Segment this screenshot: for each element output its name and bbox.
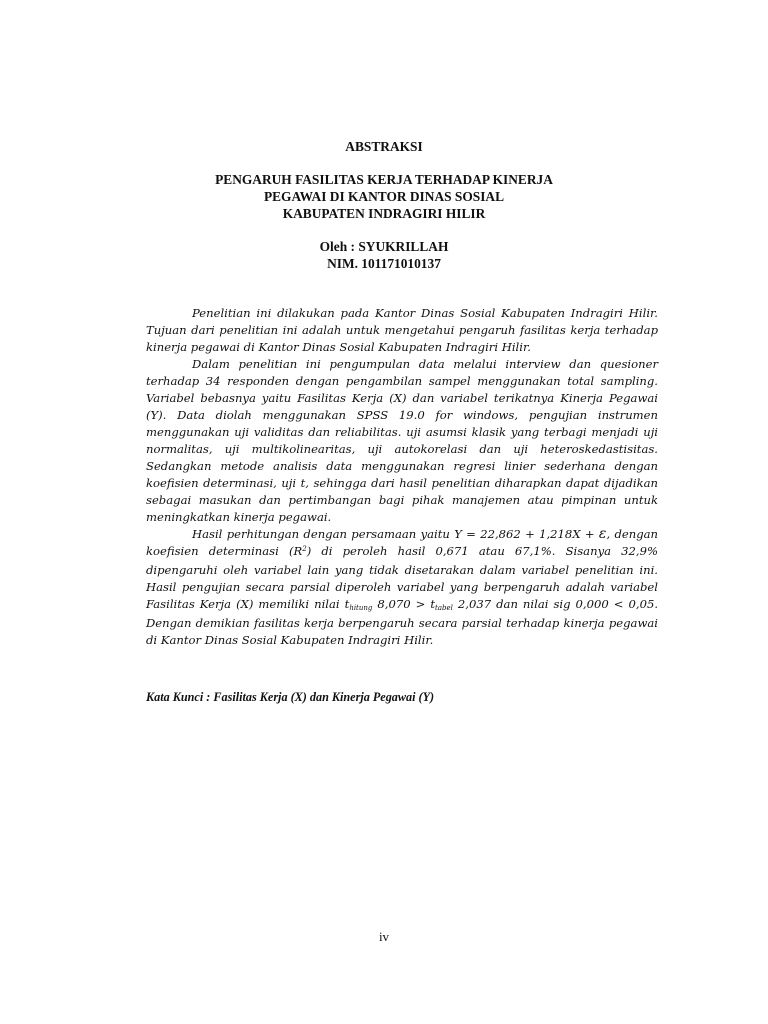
epsilon-symbol: ε — [598, 526, 607, 542]
p3-text-4: 8,070 > t — [372, 597, 436, 611]
p3-text-2: , dengan koefisien determinasi (R — [146, 527, 658, 558]
heading-text: ABSTRAKSI — [345, 139, 423, 154]
abstract-heading — [0, 138, 768, 155]
r-squared-superscript: 2 — [302, 545, 307, 553]
abstract-body — [146, 305, 658, 649]
page-number: iv — [378, 929, 390, 944]
thesis-title — [0, 171, 768, 222]
author-block — [0, 238, 768, 272]
title-line-1: PENGARUH FASILITAS KERJA TERHADAP KINERJA — [215, 172, 553, 187]
p3-text-1: Hasil perhitungan dengan persamaan yaitu Y = 22,862 + 1,218X + — [192, 527, 599, 541]
paragraph-2: Dalam penelitian ini pengumpulan data melalui interview dan quesioner terhadap 34 responden dengan pengambilan sampel menggunakan total sampling. Variabel bebasnya yaitu Fasilitas Kerja (X) dan variabel terikatnya Kinerja Pegawai (Y). Data diolah menggunakan SPSS 19.0 for windows, pengujian instrumen menggunakan uji validitas dan reliabilitas. uji asumsi klasik yang terbagi menjadi uji normalitas, uji multikolinearitas, uji autokorelasi dan uji heteroskedastisitas. Sedangkan metode analisis data menggunakan regresi linier sederhana dengan koefisien determinasi, uji t, sehingga dari hasil penelitian diharapkan dapat dijadikan sebagai masukan dan pertimbangan bagi pihak manajemen atau pimpinan untuk meningkatkan kinerja pegawai. — [146, 357, 658, 524]
title-line-3: KABUPATEN INDRAGIRI HILIR — [282, 206, 486, 221]
paragraph-3 — [146, 526, 658, 649]
p3-text-5: 2,037 dan nilai sig 0,000 < 0,05. Dengan demikian fasilitas kerja berpengaruh secara parsial terhadap kinerja pegawai di Kantor Dinas Sosial Kabupaten Indragiri Hilir. — [146, 597, 659, 647]
p3-text-3: ) di peroleh hasil 0,671 atau 67,1%. Sisanya 32,9% dipengaruhi oleh variabel lain yang tidak disetarakan dalam variabel penelitian ini. Hasil pengujian secara parsial diperoleh variabel yang berpengaruh adalah variabel Fasilitas Kerja (X) memiliki nilai t — [146, 544, 658, 611]
author-name: Oleh : SYUKRILLAH — [319, 239, 449, 254]
t-tabel-subscript: tabel — [435, 604, 453, 612]
student-id: NIM. 101171010137 — [327, 256, 441, 271]
t-hitung-subscript: hitung — [349, 604, 373, 612]
paragraph-1: Penelitian ini dilakukan pada Kantor Dinas Sosial Kabupaten Indragiri Hilir. Tujuan dari penelitian ini adalah untuk mengetahui pengaruh fasilitas kerja terhadap kinerja pegawai di Kantor Dinas Sosial Kabupaten Indragiri Hilir. — [146, 306, 658, 354]
title-line-2: PEGAWAI DI KANTOR DINAS SOSIAL — [263, 189, 505, 204]
keywords: Kata Kunci : Fasilitas Kerja (X) dan Kinerja Pegawai (Y) — [146, 690, 435, 704]
